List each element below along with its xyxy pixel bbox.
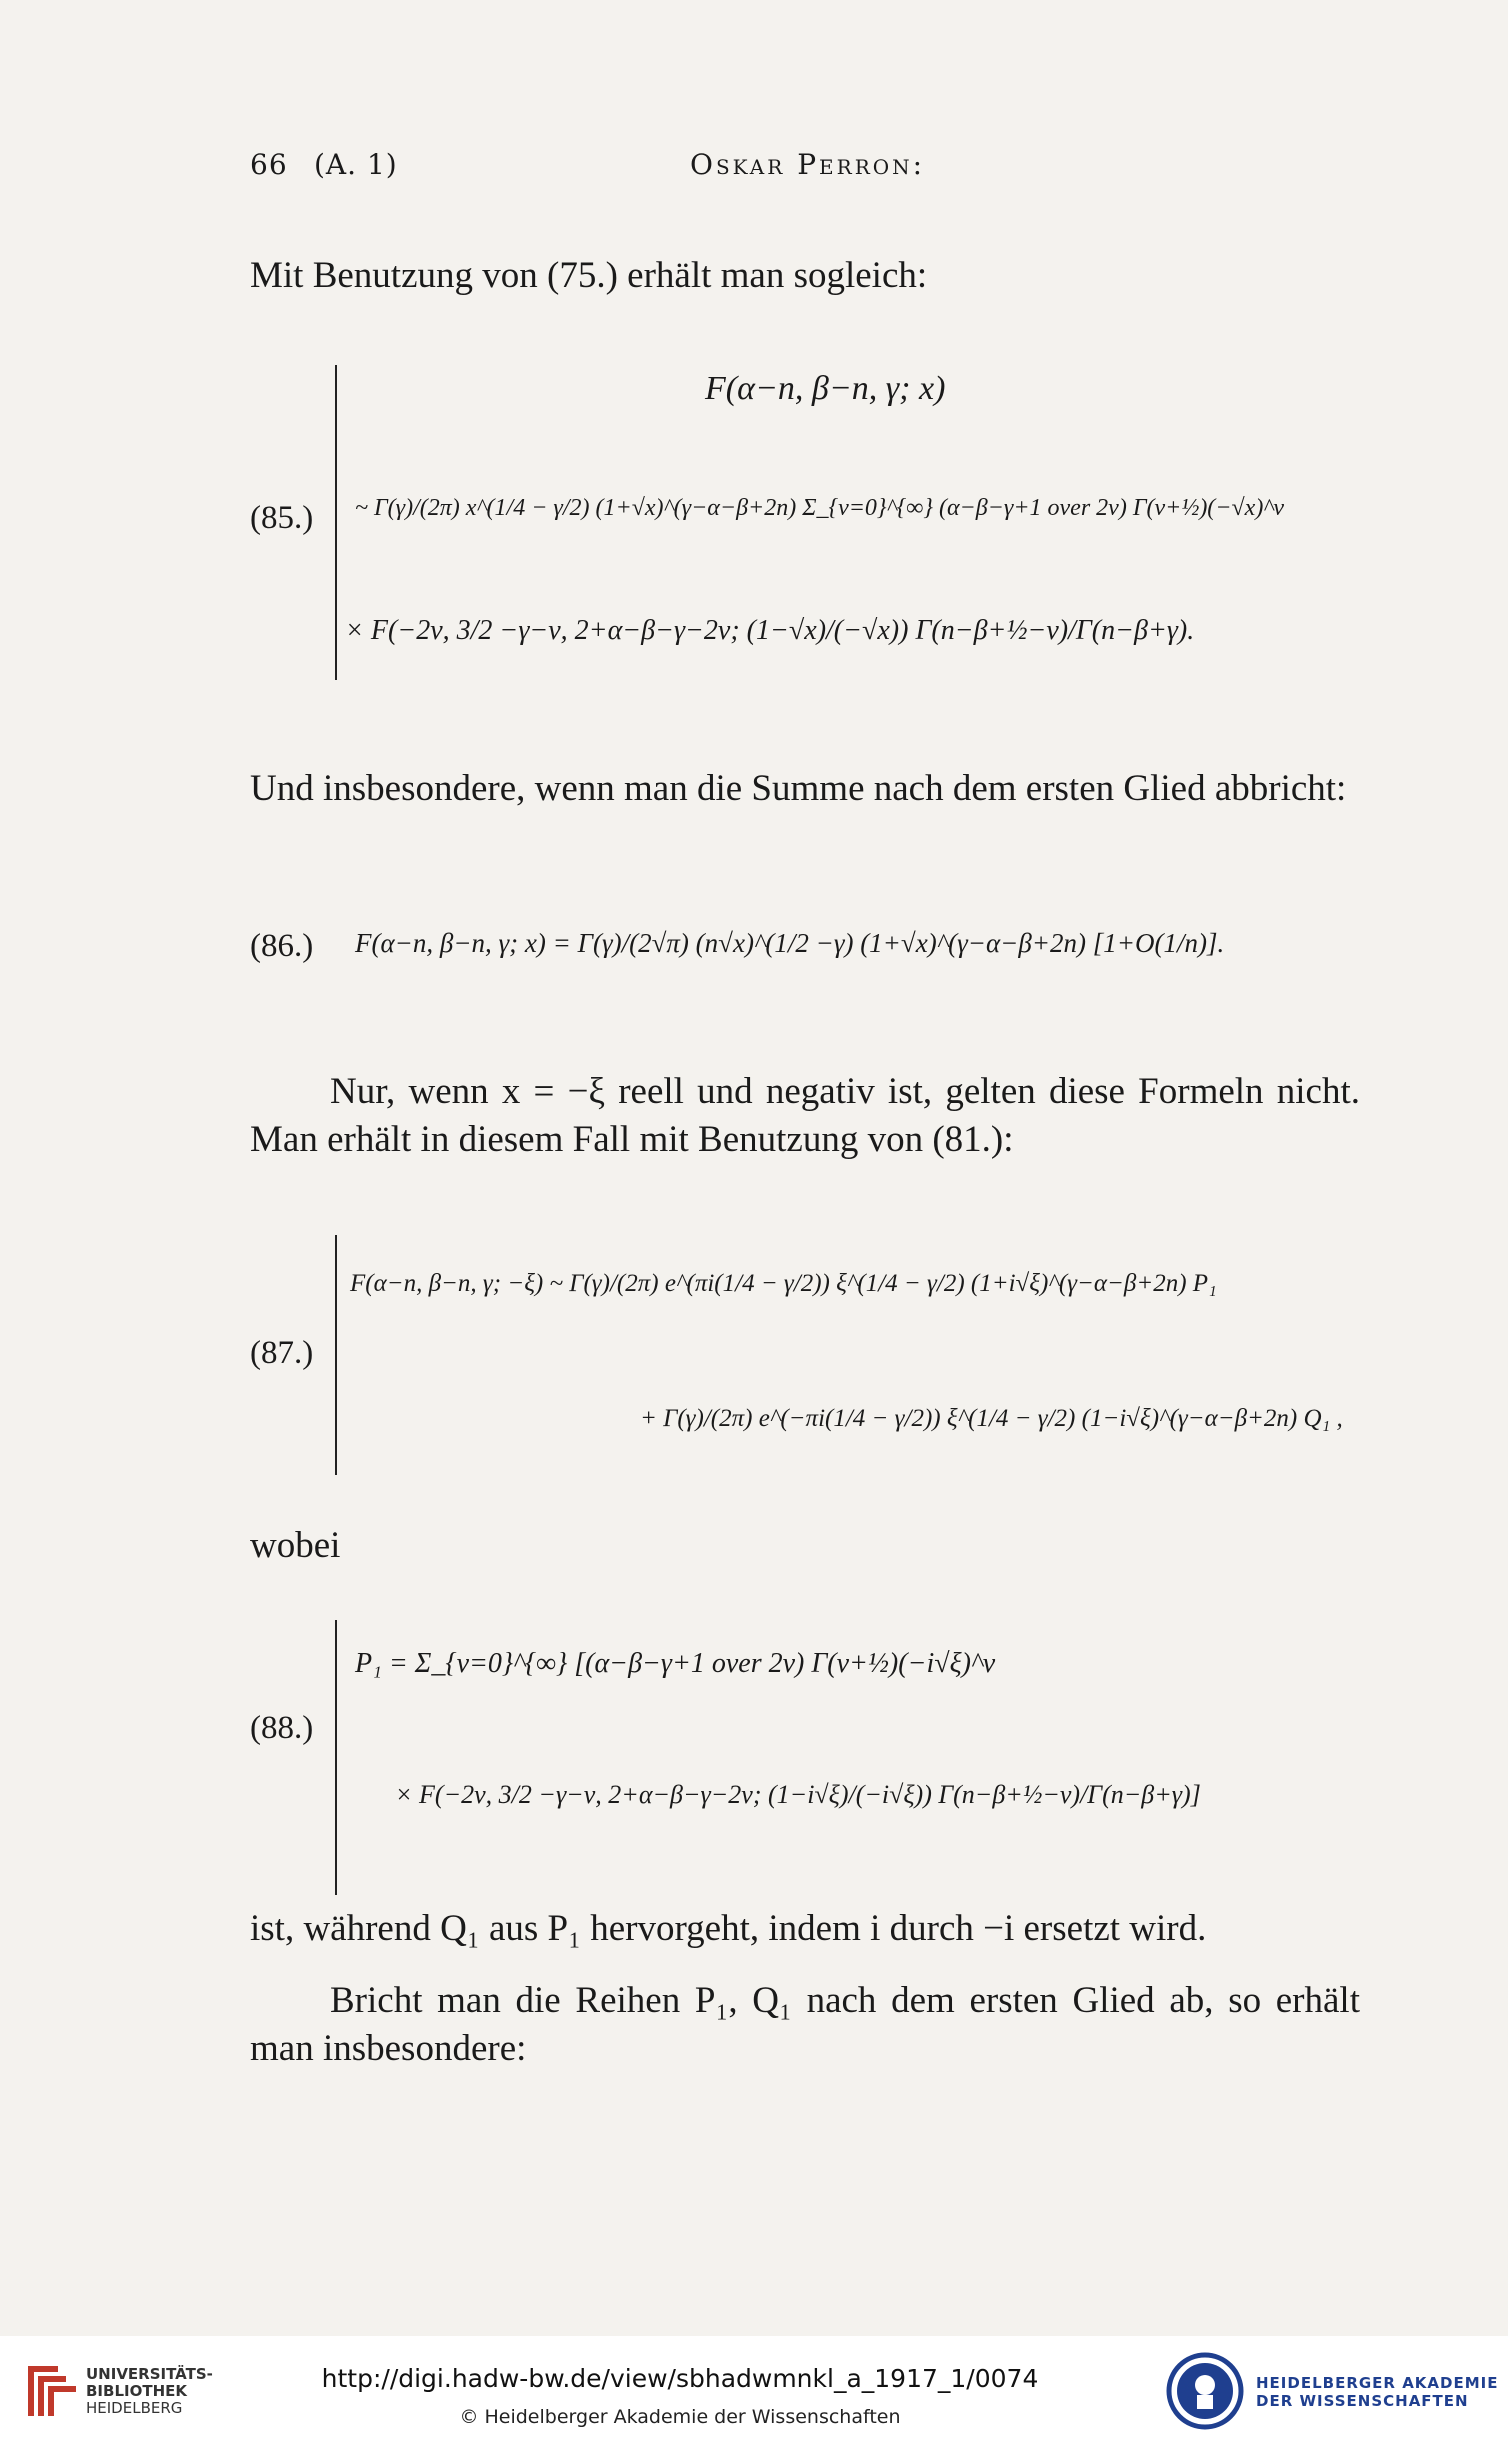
academy-name-line-2: DER WISSENSCHAFTEN bbox=[1256, 2392, 1469, 2410]
library-name-line-2: BIBLIOTHEK bbox=[86, 2382, 187, 2400]
equation-87-line-1: F(α−n, β−n, γ; −ξ) ~ Γ(γ)/(2π) e^(πi(1/4 − γ/2)) ξ^(1/4 − γ/2) (1+i√ξ)^(γ−α−β+2n) P₁ bbox=[350, 1270, 1217, 1297]
equation-label-87: (87.) bbox=[250, 1335, 314, 1371]
equation-brace bbox=[335, 1235, 337, 1475]
author-name: Oskar Perron: bbox=[690, 148, 926, 181]
academy-name bbox=[1256, 2374, 1499, 2410]
library-logo-icon bbox=[22, 2358, 86, 2424]
academy-name-line-1: HEIDELBERGER AKADEMIE bbox=[1256, 2374, 1499, 2392]
equation-brace bbox=[335, 1620, 337, 1895]
equation-brace bbox=[335, 365, 337, 680]
negative-case-paragraph: Nur, wenn x = −ξ reell und negativ ist, gelten diese Formeln nicht. Man erhält in diesem Fall mit Benutzung von (81.): bbox=[250, 1071, 1360, 1160]
equation-label-85: (85.) bbox=[250, 500, 314, 536]
truncate-paragraph: Bricht man die Reihen P₁, Q₁ nach dem ersten Glied ab, so erhält man insbesondere: bbox=[250, 1980, 1360, 2069]
special-case-paragraph: Und insbesondere, wenn man die Summe nach dem ersten Glied abbricht: bbox=[250, 768, 1347, 809]
q1-note-paragraph: ist, während Q₁ aus P₁ hervorgeht, indem i durch −i ersetzt wird. bbox=[250, 1908, 1207, 1949]
library-name-line-3: HEIDELBERG bbox=[86, 2399, 183, 2417]
library-name-line-1: UNIVERSITÄTS- bbox=[86, 2365, 213, 2383]
section-reference: (A. 1) bbox=[314, 148, 398, 181]
equation-label-86: (86.) bbox=[250, 928, 314, 964]
equation-85-line-2: ~ Γ(γ)/(2π) x^(1/4 − γ/2) (1+√x)^(γ−α−β+2n) Σ_{ν=0}^{∞} (α−β−γ+1 over 2ν) Γ(ν+½)(−√x)^ν bbox=[355, 495, 1285, 521]
equation-85-line-3: × F(−2ν, 3/2 −γ−ν, 2+α−β−γ−2ν; (1−√x)/(−√x)) Γ(n−β+½−ν)/Γ(n−β+γ). bbox=[345, 615, 1195, 646]
library-name bbox=[86, 2366, 213, 2417]
equation-87-line-2: + Γ(γ)/(2π) e^(−πi(1/4 − γ/2)) ξ^(1/4 − γ/2) (1−i√ξ)^(γ−α−β+2n) Q₁ , bbox=[640, 1405, 1343, 1432]
equation-85-line-1: F(α−n, β−n, γ; x) bbox=[705, 370, 946, 407]
intro-paragraph: Mit Benutzung von (75.) erhält man sogleich: bbox=[250, 255, 928, 296]
equation-86: F(α−n, β−n, γ; x) = Γ(γ)/(2√π) (n√x)^(1/2 −γ) (1+√x)^(γ−α−β+2n) [1+O(1/n)]. bbox=[355, 928, 1225, 958]
footer-bar bbox=[0, 2336, 1508, 2446]
copyright-notice: © Heidelberger Akademie der Wissenschaften bbox=[459, 2406, 901, 2428]
page-number: 66 bbox=[250, 148, 288, 181]
equation-label-88: (88.) bbox=[250, 1710, 314, 1746]
wobei-text: wobei bbox=[250, 1525, 341, 1566]
equation-88-line-1: P₁ = Σ_{ν=0}^{∞} [(α−β−γ+1 over 2ν) Γ(ν+½)(−i√ξ)^ν bbox=[355, 1648, 996, 1679]
academy-seal-icon bbox=[1166, 2352, 1244, 2430]
equation-88-line-2: × F(−2ν, 3/2 −γ−ν, 2+α−β−γ−2ν; (1−i√ξ)/(−i√ξ)) Γ(n−β+½−ν)/Γ(n−β+γ)] bbox=[395, 1780, 1201, 1809]
permalink-url[interactable]: http://digi.hadw-bw.de/view/sbhadwmnkl_a_1917_1/0074 bbox=[321, 2364, 1039, 2393]
